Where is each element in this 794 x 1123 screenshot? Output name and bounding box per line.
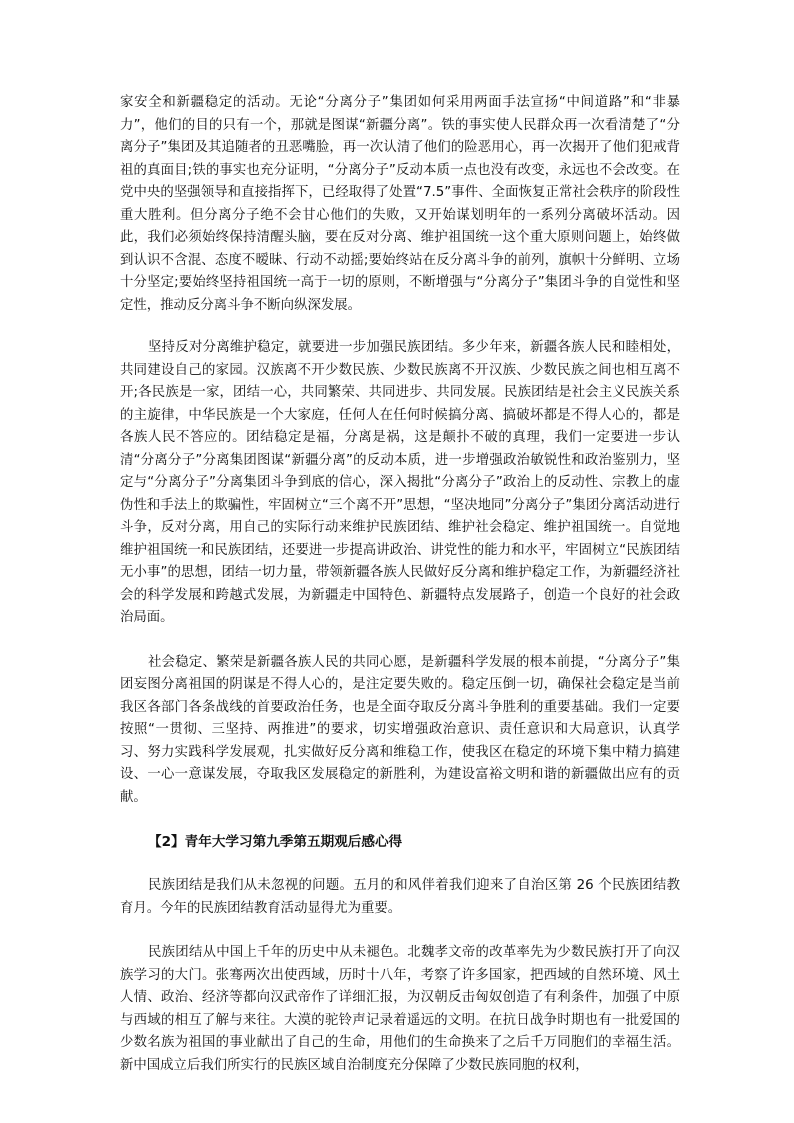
document-page	[120, 92, 680, 1077]
body-paragraph-2: 坚持反对分离维护稳定，就要进一步加强民族团结。多少年来，新疆各族人民和睦相处，共同建设自己的家园。汉族离不开少数民族、少数民族离不开汉族、少数民族之间也相互离不开;各民族是一家，团结一心，共同繁荣、共同进步、共同发展。民族团结是社会主义民族关系的主旋律，中华民族是一个大家庭，任何人在任何时候搞分离、搞破坏都是不得人心的，都是各族人民不答应的。团结稳定是福，分离是祸，这是颠扑不破的真理，我们一定要进一步认清“分离分子”分离集团图谋“新疆分离”的反动本质，进一步增强政治敏锐性和政治鉴别力，坚定与“分离分子”分离集团斗争到底的信心，深入揭批“分离分子”政治上的反动性、宗教上的虚伪性和手法上的欺骗性，牢固树立“三个离不开”思想，“坚决地同”分离分子”集团分离活动进行斗争，反对分离，用自己的实际行动来维护民族团结、维护社会稳定、维护祖国统一。自觉地维护祖国统一和民族团结，还要进一步提高讲政治、讲党性的能力和水平，牢固树立“民族团结无小事”的思想，团结一切力量，带领新疆各族人民做好反分离和维护稳定工作，为新疆经济社会的科学发展和跨越式发展，为新疆走中国特色、新疆特点发展路子，创造一个良好的社会政治局面。	[120, 340, 680, 625]
body-paragraph-4: 民族团结是我们从未忽视的问题。五月的和风伴着我们迎来了自治区第 26 个民族团结教育月。今年的民族团结教育活动显得尤为重要。	[120, 878, 680, 916]
body-paragraph-1: 家安全和新疆稳定的活动。无论“分离分子”集团如何采用两面手法宣扬“中间道路”和“非暴力”，他们的目的只有一个，那就是图谋“新疆分离”。铁的事实使人民群众再一次看清楚了“分离分子”集团及其追随者的丑恶嘴脸，再一次认清了他们的险恶用心，再一次揭开了他们犯戒背祖的真面目;铁的事实也充分证明，“分离分子”反动本质一点也没有改变，永远也不会改变。在党中央的坚强领导和直接指挥下，已经取得了处置“7.5”事件、全面恢复正常社会秩序的阶段性重大胜利。但分离分子绝不会甘心他们的失败，又开始谋划明年的一系列分离破坏活动。因此，我们必须始终保持清醒头脑，要在反对分离、维护祖国统一这个重大原则问题上，始终做到认识不含混、态度不暧昧、行动不动摇;要始终站在反分离斗争的前列，旗帜十分鲜明、立场十分坚定;要始终坚持祖国统一高于一切的原则，不断增强与“分离分子”集团斗争的自觉性和坚定性，推动反分离斗争不断向纵深发展。	[120, 95, 680, 313]
body-paragraph-3: 社会稳定、繁荣是新疆各族人民的共同心愿，是新疆科学发展的根本前提，“分离分子”集团妄图分离祖国的阴谋是不得人心的，是注定要失败的。稳定压倒一切，确保社会稳定是当前我区各部门各条战线的首要政治任务，也是全面夺取反分离斗争胜利的重要基础。我们一定要按照“一贯彻、三坚持、两推进”的要求，切实增强政治意识、责任意识和大局意识，认真学习、努力实践科学发展观，扎实做好反分离和维稳工作，使我区在稳定的环境下集中精力搞建设、一心一意谋发展，夺取我区发展稳定的新胜利，为建设富裕文明和谐的新疆做出应有的贡献。	[120, 654, 680, 805]
body-paragraph-5: 民族团结从中国上千年的历史中从未褪色。北魏孝文帝的改革率先为少数民族打开了向汉族学习的大门。张骞两次出使西域，历时十八年，考察了许多国家，把西域的自然环境、风土人情、政治、经济等都向汉武帝作了详细汇报，为汉朝反击匈奴创造了有利条件，加强了中原与西域的相互了解与来往。大漠的驼铃声记录着遥远的文明。在抗日战争时期也有一批爱国的少数名族为祖国的事业献出了自己的生命，用他们的生命换来了之后千万同胞们的幸福生活。新中国成立后我们所实行的民族区域自治制度充分保障了少数民族同胞的权利，	[120, 945, 680, 1073]
section-heading: 【2】青年大学习第九季第五期观后感心得	[148, 834, 403, 850]
